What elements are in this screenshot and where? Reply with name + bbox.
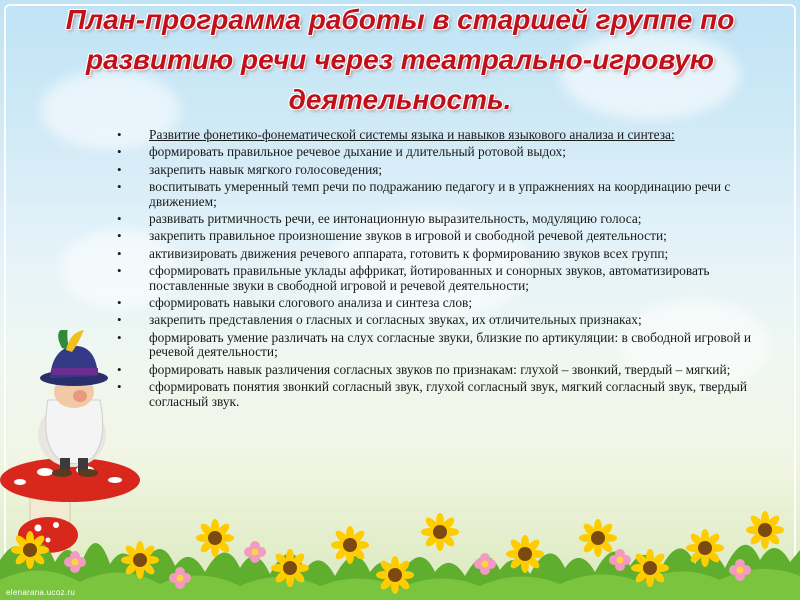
bullet-icon: • [117, 127, 122, 142]
bullet-icon: • [117, 179, 122, 195]
list-item: • закрепить навык мягкого голосоведения; [117, 161, 383, 177]
bullet-icon: • [117, 379, 122, 395]
sunflower-meadow-icon [0, 490, 800, 600]
bullet-icon: • [117, 228, 122, 244]
list-item: • закрепить правильное произношение звуков в игровой и свободной речевой деятельности; [117, 228, 667, 244]
list-item: • сформировать понятия звонкий согласный звук, глухой согласный звук, мягкий согласный звук, твердый согласный звук. [117, 379, 747, 409]
list-item: • формировать правильное речевое дыхание и длительный ротовой выдох; [117, 144, 566, 160]
bullet-icon: • [117, 161, 122, 177]
bullet-icon: • [117, 312, 122, 328]
list-item: • развивать ритмичность речи, ее интонационную выразительность, модуляцию голоса; [117, 211, 642, 227]
watermark: elenarana.ucoz.ru [6, 588, 76, 597]
bullet-icon: • [117, 263, 122, 279]
bullet-icon: • [117, 144, 122, 160]
bullet-icon: • [117, 295, 122, 311]
list-item: • воспитывать умеренный темп речи по подражанию педагогу и в упражнениях на координацию речи с движением; [117, 179, 731, 209]
list-item: • закрепить представления о гласных и согласных звуках, их отличительных признаках; [117, 312, 642, 328]
bullet-icon: • [117, 245, 122, 261]
slide-title: План-программа работы в старшей группе по развитию речи через театрально-игровую деятельность. [65, 4, 735, 115]
list-item: • Развитие фонетико-фонематической системы языка и навыков языкового анализа и синтеза: [117, 127, 675, 142]
list-item: • активизировать движения речевого аппарата, готовить к формированию звуков всех групп; [117, 245, 669, 261]
list-item: • формировать навык различения согласных звуков по признакам: глухой – звонкий, твердый – мягкий; [117, 361, 731, 377]
list-item: • сформировать правильные уклады аффрикат, йотированных и сонорных звуков, автоматизировать поставленные звуки в свободной игровой и речевой деятельности; [117, 263, 710, 293]
bullet-icon: • [117, 361, 122, 377]
list-item: • сформировать навыки слогового анализа и синтеза слов; [117, 295, 473, 311]
program-bullet-list [113, 128, 763, 412]
list-item: • формировать умение различать на слух согласные звуки, близкие по артикуляции: в свободной игровой и речевой деятельности; [117, 329, 752, 360]
bullet-icon: • [117, 211, 122, 227]
bullet-icon: • [117, 329, 122, 345]
